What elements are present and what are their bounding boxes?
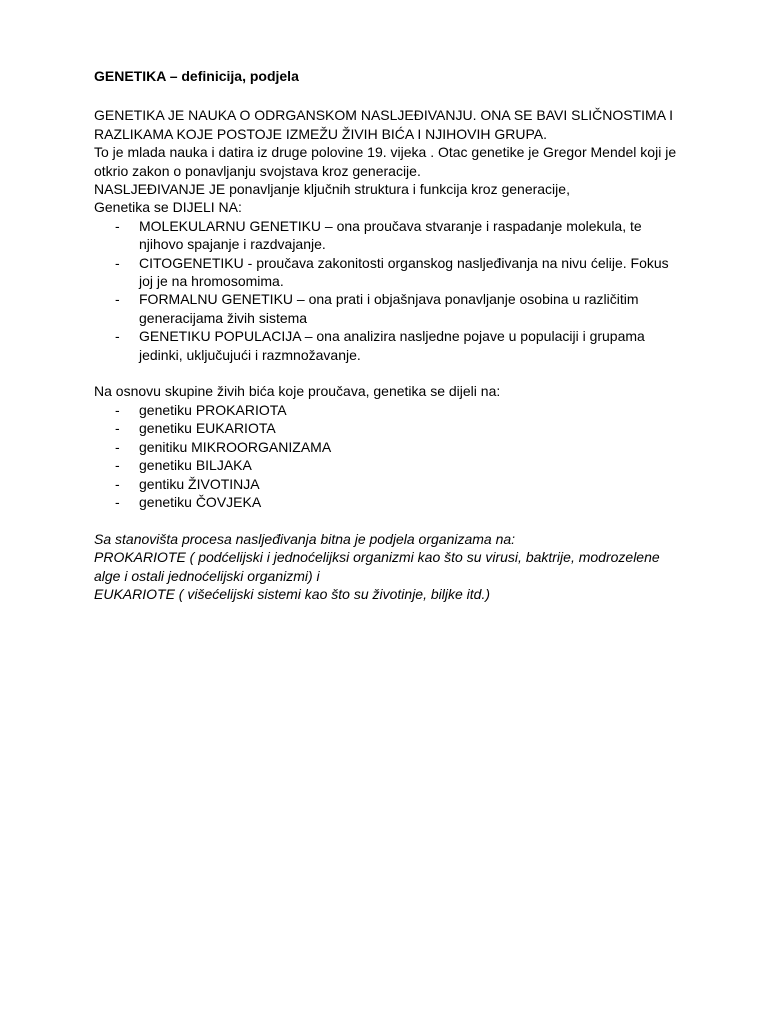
- list-dash: -: [115, 493, 120, 510]
- italic-paragraph-eukaryotes: EUKARIOTE ( višećelijski sistemi kao što su životinje, biljke itd.): [94, 585, 490, 602]
- list-item-text: genetiku PROKARIOTA: [139, 401, 287, 418]
- italic-paragraph-prokaryotes: PROKARIOTE ( podćelijski i jednoćelijksi organizmi kao što su virusi, baktrije, modrozelene alge i ostali jednoćelijski organizmi) i: [94, 549, 660, 584]
- intro-paragraph-inheritance: NASLJEĐIVANJE JE ponavljanje ključnih struktura i funkcija kroz generacije,: [94, 181, 570, 198]
- intro-paragraph-divisions-lead: Genetika se DIJELI NA:: [94, 199, 242, 216]
- list-dash: -: [115, 475, 120, 492]
- list-item-population-genetics: [94, 327, 684, 364]
- list-dash: -: [115, 457, 120, 474]
- spacer: [94, 364, 684, 382]
- list-item-text: genetiku EUKARIOTA: [139, 420, 276, 437]
- organisms-list: [94, 401, 684, 511]
- list-item-prokaryotes: [94, 401, 684, 419]
- list-item-text: MOLEKULARNU GENETIKU – ona proučava stvaranje i raspadanje molekula, te njihovo spajanje i razdvajanje.: [139, 217, 642, 253]
- italic-paragraph-lead: Sa stanovišta procesa nasljeđivanja bitna je podjela organizama na:: [94, 530, 516, 547]
- spacer: [94, 511, 684, 529]
- list-item-text: genitiku MIKROORGANIZAMA: [139, 438, 332, 455]
- document-title: GENETIKA – definicija, podjela: [94, 68, 299, 84]
- intro-paragraph-definition: GENETIKA JE NAUKA O ODRGANSKOM NASLJEĐIVANJU. ONA SE BAVI SLIČNOSTIMA I RAZLIKAMA KOJE POSTOJE IZMEŽU ŽIVIH BIĆA I NJIHOVIH GRUPA.: [94, 107, 674, 142]
- list-item-text: gentiku ŽIVOTINJA: [139, 475, 260, 492]
- list-item-molecular-genetics: [94, 217, 684, 254]
- list-item-animals: [94, 475, 684, 493]
- list-dash: -: [115, 401, 120, 418]
- spacer: [94, 88, 684, 106]
- list-dash: -: [115, 217, 120, 234]
- list-item-text: FORMALNU GENETIKU – ona prati i objašnjava ponavljanje osobina u različitim generacijama živih sistema: [139, 291, 639, 326]
- list-item-microorganisms: [94, 438, 684, 456]
- list-dash: -: [115, 254, 120, 271]
- list-item-formal-genetics: [94, 290, 684, 327]
- list-dash: -: [115, 328, 120, 345]
- list-dash: -: [115, 291, 120, 308]
- list-item-humans: [94, 493, 684, 511]
- list-dash: -: [115, 438, 120, 455]
- list-item-text: GENETIKU POPULACIJA – ona analizira nasljedne pojave u populaciji i grupama jedinki, uključujući i razmnožavanje.: [139, 328, 645, 363]
- list-item-text: genetiku ČOVJEKA: [139, 493, 262, 510]
- list-item-plants: [94, 456, 684, 474]
- list-item-text: genetiku BILJAKA: [139, 457, 252, 474]
- list-item-text: CITOGENETIKU - proučava zakonitosti organskog nasljeđivanja na nivu ćelije. Fokus joj je na hromosomima.: [139, 254, 669, 290]
- intro-paragraph-history: To je mlada nauka i datira iz druge polovine 19. vijeka . Otac genetike je Gregor Mendel koji je otkrio zakon o ponavljanju svojstava kroz generacije.: [94, 144, 677, 179]
- list-item-eukaryotes: [94, 419, 684, 437]
- divisions-list: [94, 217, 684, 364]
- list-dash: -: [115, 420, 120, 437]
- organisms-intro: Na osnovu skupine živih bića koje proučava, genetika se dijeli na:: [94, 383, 501, 400]
- list-item-cytogenetics: [94, 254, 684, 291]
- document-page: [94, 64, 684, 603]
